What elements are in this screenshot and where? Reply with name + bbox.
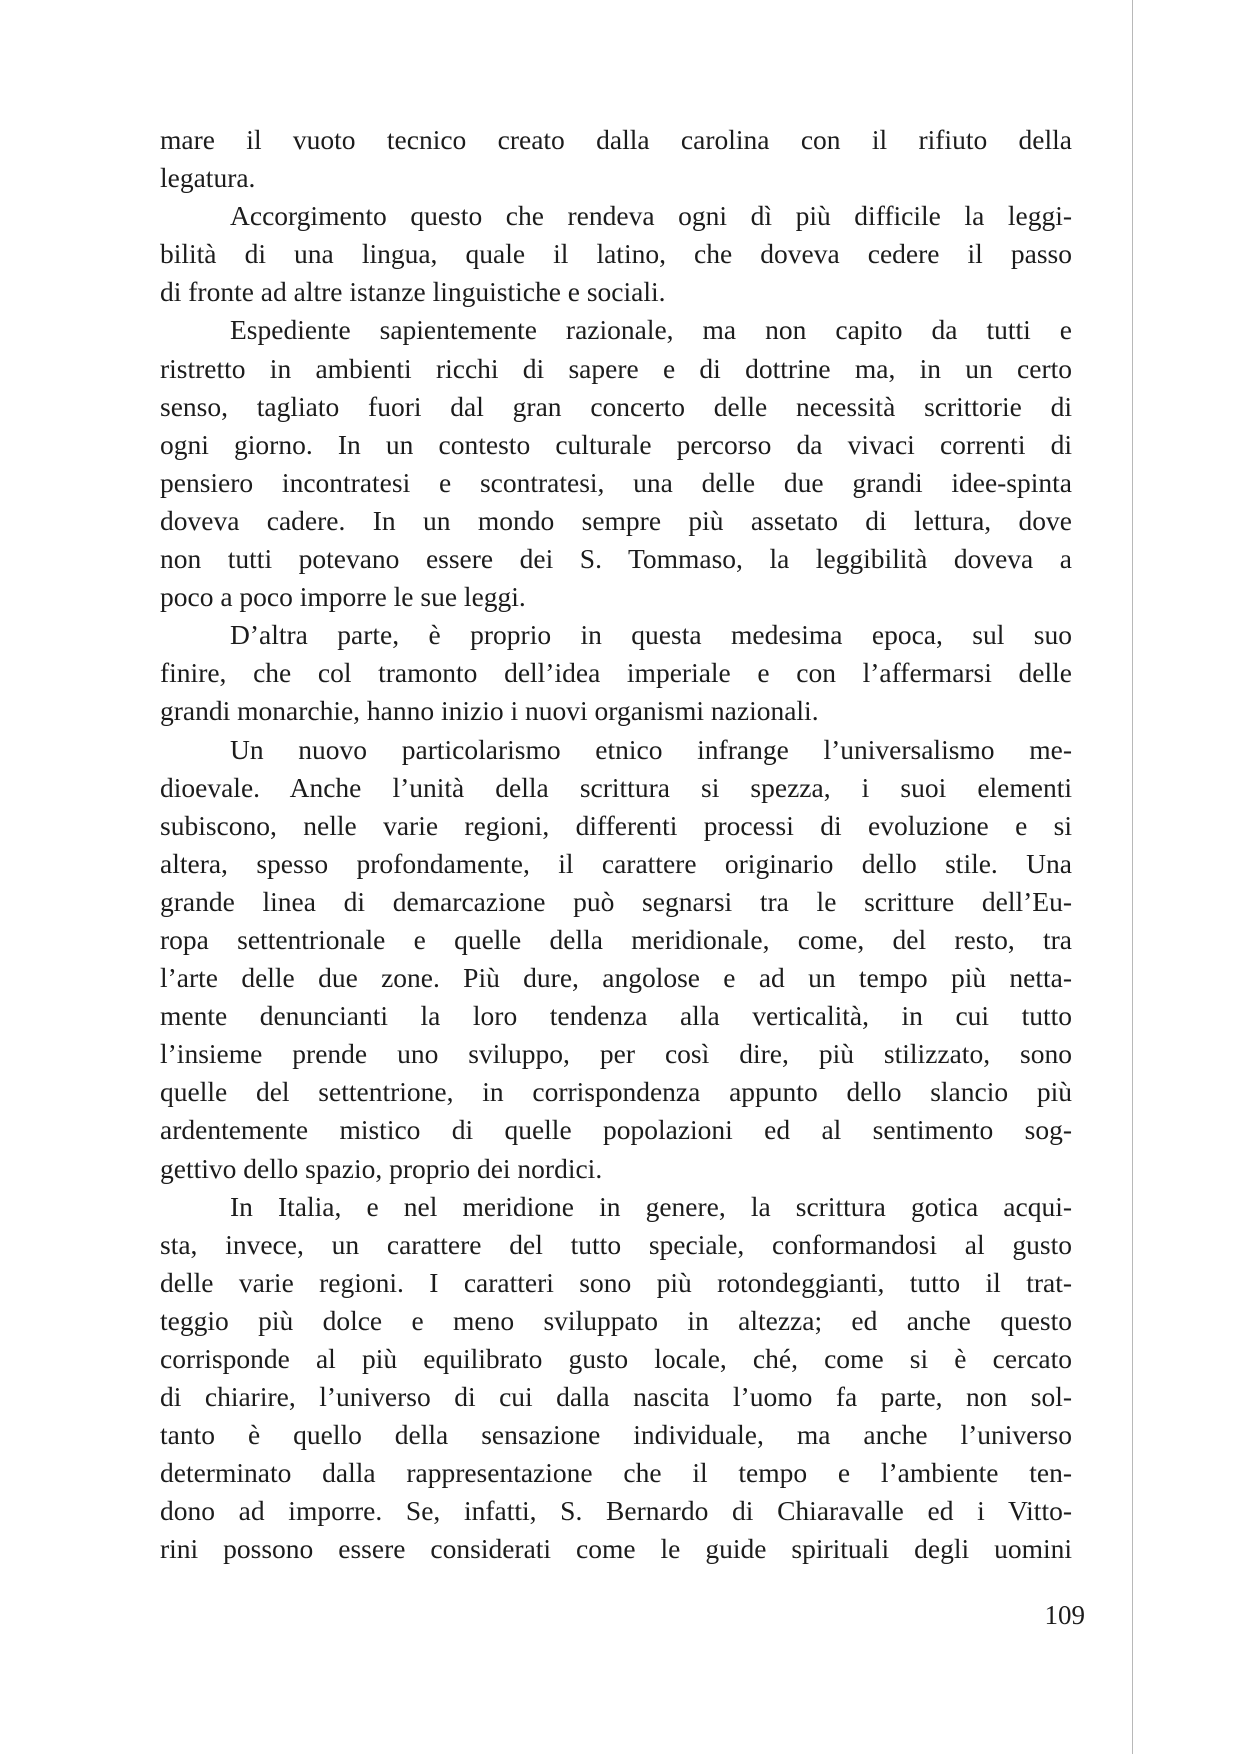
text-line: dono ad imporre. Se, infatti, S. Bernardo di Chiaravalle ed i Vitto-: [160, 1495, 1072, 1527]
text-line: poco a poco imporre le sue leggi.: [160, 581, 526, 613]
text-line: corrisponde al più equilibrato gusto locale, ché, come si è cercato: [160, 1343, 1072, 1374]
text-line: mente denuncianti la loro tendenza alla verticalità, in cui tutto: [160, 1000, 1072, 1032]
text-line: Espediente sapientemente razionale, ma non capito da tutti e: [230, 314, 1072, 346]
text-line: senso, tagliato fuori dal gran concerto delle necessità scrittorie di: [160, 390, 1072, 422]
paragraph: [160, 616, 1072, 730]
text-line: ardentemente mistico di quelle popolazioni ed al sentimento sog-: [160, 1114, 1072, 1146]
text-line: rini possono essere considerati come le guide spirituali degli uomini: [160, 1533, 1072, 1565]
text-line: subiscono, nelle varie regioni, differenti processi di evoluzione e si: [160, 809, 1072, 841]
text-line: ogni giorno. In un contesto culturale percorso da vivaci correnti di: [160, 428, 1072, 460]
text-line: In Italia, e nel meridione in genere, la scrittura gotica acqui-: [230, 1190, 1072, 1222]
text-line: teggio più dolce e meno sviluppato in altezza; ed anche questo: [160, 1304, 1072, 1336]
text-line: Accorgimento questo che rendeva ogni dì più difficile la leggi-: [230, 200, 1072, 232]
paragraph: [160, 197, 1072, 311]
text-line: determinato dalla rappresentazione che il tempo e l’ambiente ten-: [160, 1457, 1072, 1489]
paragraph: [160, 121, 1072, 197]
text-line: gettivo dello spazio, proprio dei nordici.: [160, 1152, 603, 1184]
text-line: pensiero incontratesi e scontratesi, una delle due grandi idee-spinta: [160, 466, 1072, 498]
text-line: di fronte ad altre istanze linguistiche e sociali.: [160, 276, 666, 308]
text-line: di chiarire, l’universo di cui dalla nascita l’uomo fa parte, non sol-: [160, 1381, 1072, 1413]
page-edge-line: [1132, 0, 1133, 1754]
text-line: D’altra parte, è proprio in questa medesima epoca, sul suo: [230, 619, 1072, 651]
text-line: mare il vuoto tecnico creato dalla carolina con il rifiuto della: [160, 124, 1072, 155]
text-line: non tutti potevano essere dei S. Tommaso, la leggibilità doveva a: [160, 543, 1072, 575]
paragraph: [160, 731, 1072, 1188]
text-line: l’arte delle due zone. Più dure, angolose e ad un tempo più netta-: [160, 962, 1072, 994]
text-line: tanto è quello della sensazione individuale, ma anche l’universo: [160, 1419, 1072, 1451]
text-line: l’insieme prende uno sviluppo, per così dire, più stilizzato, sono: [160, 1038, 1072, 1070]
text-line: ristretto in ambienti ricchi di sapere e di dottrine ma, in un certo: [160, 352, 1072, 384]
text-line: finire, che col tramonto dell’idea imperiale e con l’affermarsi delle: [160, 657, 1072, 689]
text-line: Un nuovo particolarismo etnico infrange l’universalismo me-: [230, 733, 1072, 765]
page-number: 109: [1044, 1600, 1085, 1630]
body-text: [160, 121, 1072, 1569]
text-line: sta, invece, un carattere del tutto speciale, conformandosi al gusto: [160, 1228, 1072, 1260]
text-line: bilità di una lingua, quale il latino, che doveva cedere il passo: [160, 238, 1072, 270]
paragraph: [160, 311, 1072, 616]
text-line: delle varie regioni. I caratteri sono più rotondeggianti, tutto il trat-: [160, 1266, 1072, 1298]
text-line: legatura.: [160, 162, 256, 194]
text-line: ropa settentrionale e quelle della meridionale, come, del resto, tra: [160, 923, 1072, 955]
text-line: altera, spesso profondamente, il carattere originario dello stile. Una: [160, 847, 1072, 879]
paragraph: [160, 1188, 1072, 1569]
text-line: grande linea di demarcazione può segnarsi tra le scritture dell’Eu-: [160, 885, 1072, 917]
text-line: quelle del settentrione, in corrispondenza appunto dello slancio più: [160, 1076, 1072, 1108]
text-line: dioevale. Anche l’unità della scrittura si spezza, i suoi elementi: [160, 771, 1072, 803]
text-line: grandi monarchie, hanno inizio i nuovi organismi nazionali.: [160, 695, 819, 727]
text-line: doveva cadere. In un mondo sempre più assetato di lettura, dove: [160, 504, 1072, 536]
